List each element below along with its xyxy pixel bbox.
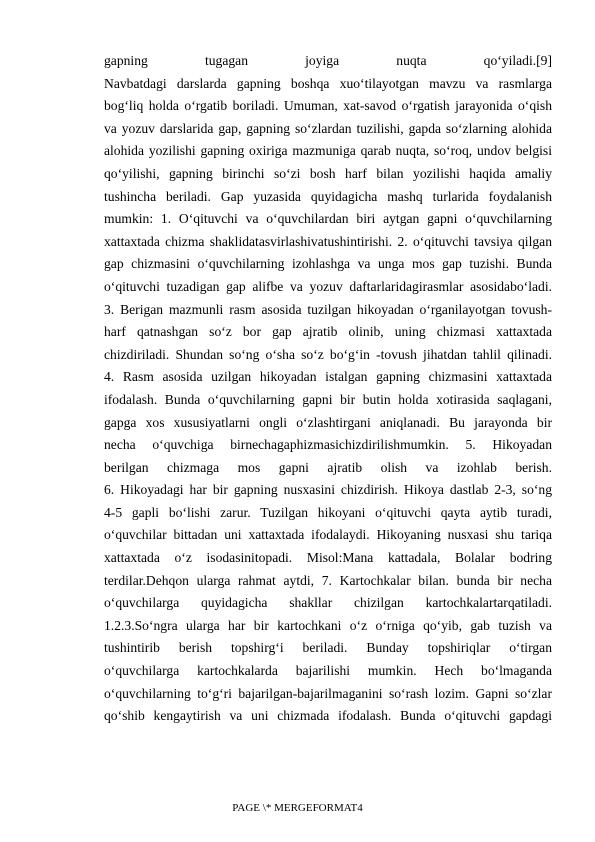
text-line: mumkin: 1. O‘qituvchi va o‘quvchilardan biri aytgan gapni o‘quvchilarning xyxy=(104,211,552,227)
text-line: gapning tugagan joyiga nuqta qo‘yiladi.[9] xyxy=(104,53,552,68)
text-line: terdilar.Dehqon ularga rahmat aytdi, 7. Kartochkalar bilan. bunda bir necha xyxy=(104,572,552,588)
text-line: necha o‘quvchiga birnechagaphizmasichizdirilishmumkin. 5. Hikoyadan xyxy=(104,437,552,453)
text-line: xattaxtada o‘z isodasinitopadi. Misol:Mana kattadala, Bolalar bodring xyxy=(104,550,552,566)
text-line: o‘quvchilar bittadan uni xattaxtada ifodalaydi. Hikoyaning nusxasi shu tariqa xyxy=(104,527,552,543)
text-line: chizdiriladi. Shundan so‘ng o‘sha so‘z bo‘g‘in -tovush jihatdan tahlil qilinadi. xyxy=(104,346,552,362)
text-line: tushincha beriladi. Gap yuzasida quyidagicha mashq turlarida foydalanish xyxy=(104,188,552,204)
text-line: o‘qituvchi tuzadigan gap alifbe va yozuv daftarlaridagirasmlar asosidabo‘ladi. xyxy=(104,278,552,294)
text-line: o‘quvchilarga kartochkalarda bajarilishi mumkin. Hech bo‘lmaganda xyxy=(104,663,552,679)
text-line: 4-5 gapli bo‘lishi zarur. Tuzilgan hikoyani o‘qituvchi qayta aytib turadi, xyxy=(104,504,552,520)
text-line: xattaxtada chizma shaklidatasvirlashivatushintirishi. 2. o‘qituvchi tavsiya qilgan xyxy=(104,233,552,249)
text-line: alohida yozilishi gapning oxiriga mazmuniga qarab nuqta, so‘roq, undov belgisi xyxy=(104,143,552,159)
text-line: harf qatnashgan so‘z bor gap ajratib olinib, uning chizmasi xattaxtada xyxy=(104,324,552,340)
text-line: 4. Rasm asosida uzilgan hikoyadan istalgan gapning chizmasini xattaxtada xyxy=(104,369,552,385)
text-line: qo‘shib kengaytirish va uni chizmada ifodalash. Bunda o‘qituvchi gapdagi xyxy=(104,708,552,724)
text-line: ifodalash. Bunda o‘quvchilarning gapni bir butin holda xotirasida saqlagani, xyxy=(104,391,552,407)
text-line: gap chizmasini o‘quvchilarning izohlashga va unga mos gap tuzishi. Bunda xyxy=(104,256,552,272)
text-line: bog‘liq holda o‘rgatib boriladi. Umuman, xat-savod o‘rgatish jarayonida o‘qish xyxy=(104,98,552,114)
text-line: 3. Berigan mazmunli rasm asosida tuzilgan hikoyadan o‘rganilayotgan tovush- xyxy=(104,301,552,317)
text-line: 1.2.3.So‘ngra ularga har bir kartochkani o‘z o‘rniga qo‘yib, gab tuzish va xyxy=(104,617,552,633)
text-line: o‘quvchilarga quyidagicha shakllar chizilgan kartochkalartarqatiladi. xyxy=(104,595,552,611)
page-footer: PAGE \* MERGEFORMAT4 xyxy=(232,802,363,814)
text-line: Navbatdagi darslarda gapning boshqa xuo‘tilayotgan mavzu va rasmlarga xyxy=(104,75,552,91)
text-line: gapga xos xususiyatlarni ongli o‘zlashtirgani aniqlanadi. Bu jarayonda bir xyxy=(104,414,552,430)
text-line: o‘quvchilarning to‘g‘ri bajarilgan-bajarilmaganini so‘rash lozim. Gapni so‘zlar xyxy=(104,685,552,701)
text-line: berilgan chizmaga mos gapni ajratib olish va izohlab berish. xyxy=(104,459,552,475)
text-line: tushintirib berish topshirg‘i beriladi. Bunday topshiriqlar o‘tirgan xyxy=(104,640,552,656)
text-line: 6. Hikoyadagi har bir gapning nusxasini chizdirish. Hikoya dastlab 2-3, so‘ng xyxy=(104,482,552,498)
body-text xyxy=(104,50,552,728)
text-line: qo‘yilishi, gapning birinchi so‘zi bosh harf bilan yozilishi haqida amaliy xyxy=(104,165,552,181)
text-line: va yozuv darslarida gap, gapning so‘zlardan tuzilishi, gapda so‘zlarning alohida xyxy=(104,120,552,136)
